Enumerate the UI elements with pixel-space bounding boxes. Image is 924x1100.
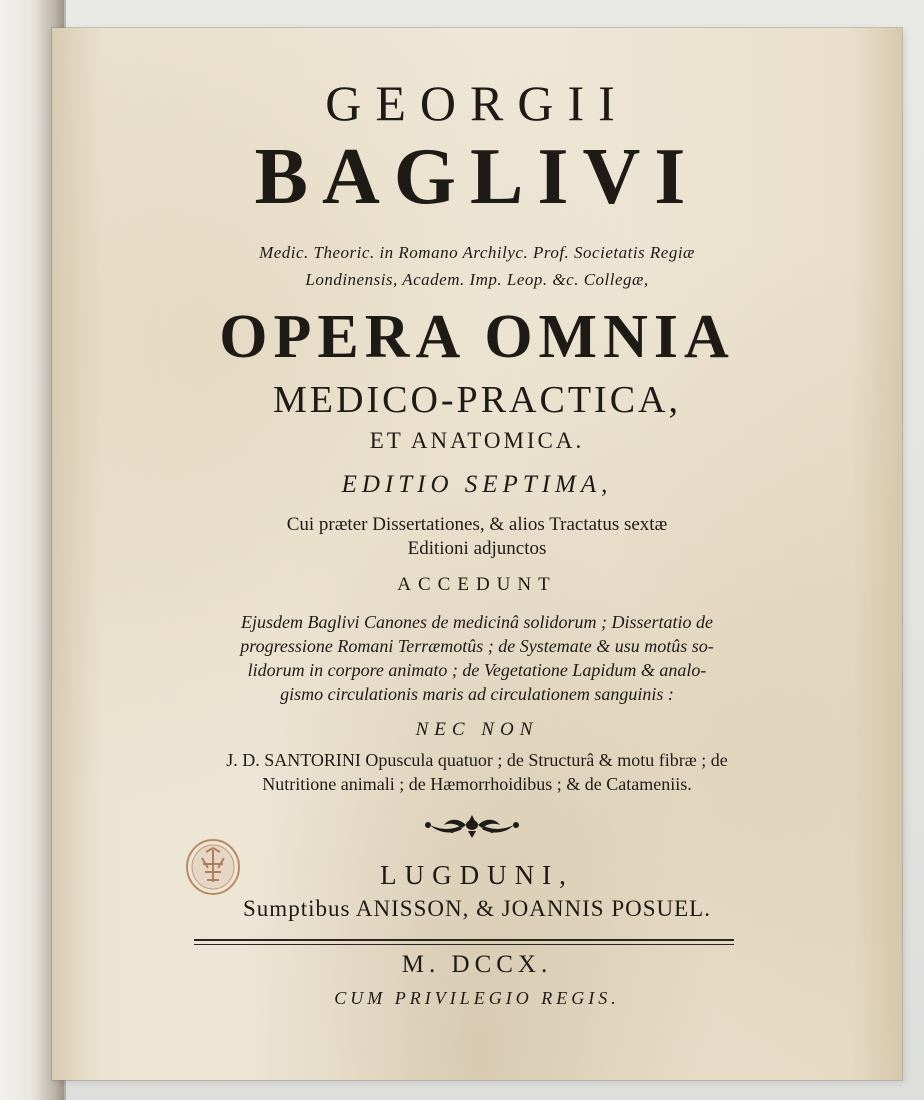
- contents-line-3: lidorum in corpore animato ; de Vegetatione Lapidum & analo-: [247, 660, 707, 680]
- credentials-line-2: Londinensis, Academ. Imp. Leop. &c. Collegæ,: [305, 270, 649, 289]
- divider-rule: [194, 939, 734, 941]
- fleuron-ornament-icon: [422, 811, 522, 841]
- contents-line-1: Ejusdem Baglivi Canones de medicinâ solidorum ; Dissertatio de: [241, 612, 713, 632]
- accedunt-heading: ACCEDUNT: [397, 574, 557, 595]
- author-last-name: BAGLIVI: [254, 133, 700, 221]
- main-title: OPERA OMNIA: [219, 303, 735, 371]
- santorini-line-2: Nutritione animali ; de Hæmorrhoidibus ; & de Catameniis.: [262, 774, 692, 794]
- publication-city: LUGDUNI,: [380, 860, 574, 890]
- publication-year: M. DCCX.: [401, 951, 553, 978]
- publisher-line: Sumptibus ANISSON, & JOANNIS POSUEL.: [243, 896, 711, 921]
- subtitle-2: ET ANATOMICA.: [369, 428, 585, 453]
- description-line-1: Cui præter Dissertationes, & alios Tractatus sextæ: [286, 514, 668, 535]
- contents-line-4: gismo circulationis maris ad circulationem sanguinis :: [280, 684, 674, 704]
- description-line-2: Editioni adjunctos: [407, 538, 547, 559]
- credentials-line-1: Medic. Theoric. in Romano Archilyc. Prof. Societatis Regiæ: [259, 243, 695, 262]
- author-first-name: GEORGII: [325, 75, 629, 131]
- divider-rule-thin: [194, 944, 734, 945]
- royal-privilege: CUM PRIVILEGIO REGIS.: [334, 988, 620, 1008]
- santorini-line-1: J. D. SANTORINI Opuscula quatuor ; de Structurâ & motu fibræ ; de: [226, 750, 728, 770]
- title-page: [52, 28, 902, 1080]
- contents-line-2: progressione Romani Terræmotûs ; de Systemate & usu motûs so-: [240, 636, 714, 656]
- subtitle-1: MEDICO-PRACTICA,: [273, 379, 681, 421]
- nec-non-heading: NEC NON: [415, 719, 539, 740]
- edition-line: EDITIO SEPTIMA,: [341, 471, 613, 498]
